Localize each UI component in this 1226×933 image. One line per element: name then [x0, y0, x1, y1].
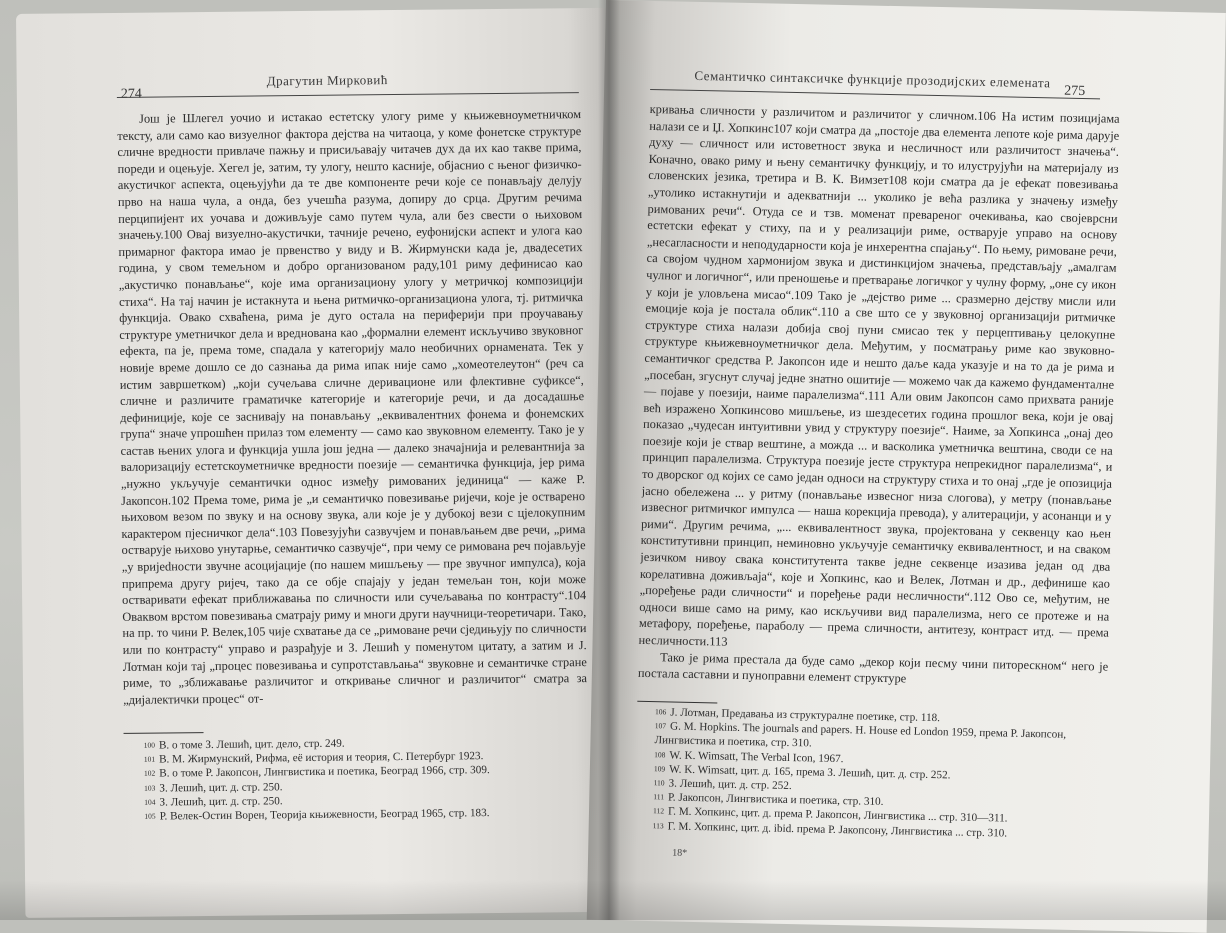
footnote-rule — [124, 732, 204, 734]
paragraph: Још је Шлегел уочио и истакао естетску улогу риме у књижевноуметничком тексту, али само као визуелног фактора дејства на читаоца, у коме фонетске структуре сличне вредности привлаче пажњу и присиљавају читачев дух да их као такве прима, пореди и оцењује. Хегел је, затим, ту улогу, нешто касније, објаснио с њеног физичко-акустичког аспекта, оцењујући да те две компоненте речи које се понављају делују прво на наша чула, а онда, без учешћа разума, допиру до срца. Другим речима перципијент их уочава и доживљује само путем чула, али без свести о њиховом значењу.100 Овај визуелно-акустички, тачније речено, еуфонијски аспект и улога као примарног фактора имао је првенство у виду и В. Жирмунски када је, двадесетих година, у свом темељном и добро организованом раду,101 риму дефинисао као „акустичко понављање“, које има организациону улогу у метричкој композицији стиха“. На тај начин је истакнута и њена ритмичко-организациона улога, тј. ритмичка функција. Овако схваћена, рима је дуго остала на периферији при проучавању структуре уметничког дела и вреднована као „формални елемент искључиво звуковног ефекта, па је, према томе, спадала у категорију мало необичних орнамената. Тек у новије време дошло се до сазнања да рима ипак није само „хомеотелеутон“ (реч са истим завршетком) „који сучељава сличне деривационе или флективне суфиксе“, сличне и различите граматичке категорије и категорије речи, и да досадашње дефиниције, које се заснивају на понављању „еквивалентних фонема и фонемских група“ значе упрошћен прилаз том елементу — само као звуковном елементу. Тако је у састав њених улога и функција ушла још једна — далеко значајнија и релевантнија за валоризацију естетскоуметничке вредности поезије — семантичка функција, јер рима „нужно укључује семантички однос између римованих јединица“ — каже Р. Јакопсон.102 Према томе, рима је „и семантичко повезивање ријечи, које је остварено њиховом везом по звуку и на основу звука, али које је у дубокој вези с цјелокупним карактером пјесничког дела“.103 Повезујући сазвучјем и понављањем две речи, „рима остварује њихово унутарње, семантичко сазвучје“, при чему се римована реч појављује „у вријedности звучне асоцијације (по нашем мишљењу — пре звучног импулса), која припрема другу ријеч, тако да се обје спајају у један темељан тон, који може остваривати ефекат приближавања по сличности или сучељавања по контрасту“.104 Оваквом врстом повезивања сматрају риму и многи други научници-теоретичари. Тако, на пр. то чини Р. Велек,105 чије схватање да се „римоване речи сједињују по сличности или по контрасту“ управо и разрађује и З. Лешић у поменутом цитату, а затим и Ј. Лотман који тај „процес повезивања и супротстављања“ звуковне и семантичке стране риме, то „зближавање различитог и откривање сличног и различитог“ сматра за „дијалектички процес“ от- — [117, 107, 588, 707]
footnote: $^{109}$ W. K. Wimsatt, цит. д. 165, према З. Лешић, цит. д. стр. 252. — [653, 763, 951, 782]
footnotes-right — [653, 705, 1116, 842]
running-header-author: Драгутин Мирковић — [266, 72, 388, 89]
footnote: $^{108}$ W. K. Wimsatt, The Verbal Icon, 1967. — [654, 749, 844, 765]
footnote-rule — [637, 701, 717, 704]
footnote: $^{113}$ Г. М. Хопкинс, цит. д. ibid. према Р. Јакопсону, Лингвистика ... стр. 310. — [652, 820, 1008, 840]
footnote: $^{111}$ Р. Јакопсон, Лингвистика и поетика, стр. 310. — [653, 791, 884, 809]
footnote: $^{112}$ Г. М. Хопкинс, цит. д. према Р. Јакопсон, Лингвистика ... стр. 310—311. — [652, 805, 1008, 826]
main-text-left — [117, 106, 587, 721]
footnotes-left — [144, 734, 585, 824]
footnote: $^{106}$ Ј. Лотман, Предавања из структуралне поетике, стр. 118. — [655, 706, 941, 725]
book-gutter — [598, 0, 620, 920]
left-page — [16, 8, 625, 918]
page-number-left: 274 — [120, 86, 142, 102]
page-number-right: 275 — [1064, 83, 1086, 100]
main-text-right — [638, 101, 1120, 701]
footnote: $^{101}$ В. М. Жирмунский, Рифма, её история и теория, С. Петербург 1923. — [143, 750, 484, 766]
footnote: $^{103}$ З. Лешић, цит. д. стр. 250. — [144, 780, 283, 795]
footnote: $^{107}$ G. M. Hopkins. The journals and papers. H. House ed London 1959, према Р. Јакопсон, Лингвистика и поетика, стр. 310. — [654, 720, 1067, 750]
footnote: $^{102}$ В. о томе Р. Јакопсон, Лингвистика и поетика, Београд 1966, стр. 309. — [143, 764, 490, 780]
footnote: $^{100}$ В. о томе З. Лешић, цит. дело, стр. 249. — [143, 737, 345, 752]
paragraph: Тако је рима престала да буде само „декор који песму чини питорескном“ него је постала саставни и пуноправни елемент структуре — [637, 649, 1109, 686]
running-header-title: Семантичко синтаксичке функције прозодијских елемената — [694, 67, 1051, 91]
footnote: $^{105}$ Р. Велек-Остин Ворен, Теорија књижевности, Београд 1965, стр. 183. — [144, 807, 490, 823]
right-page — [587, 0, 1226, 933]
header-rule — [117, 92, 579, 98]
footnote: $^{104}$ З. Лешић, цит. д. стр. 250. — [144, 795, 283, 809]
paragraph: кривања сличности у различитом и различитог у сличном.106 На истим позицијама налази се и Џ. Хопкинс107 који сматра да „постоје два елемента лепоте које рима даруje духу — сличност или истоветност звука и несличност или различитост значења“. Коначно, овако риму и њену семантичку функцију, и то илуструјући на материјалу из словенских језика, третира и В. К. Вимзет108 који сматра да је ефекат повезивања „утолико истакнутији и адекватнији ... уколико је већа разлика у значењу између римованих речи“. Отуда се и тзв. моменат превареног очекивања, као својеврсни естетски ефекат у стиху, па и у реализацији риме, остварује управо на основу „несагласности и неподударности која је инхерентна спајању“. По њему, римоване речи, са својом чудном хармонијом звука и дистинкцијом значења, представљају „амалгам чулног и логичног“, или преношење и претварање логичког у чулну форму, „оне су икон у који је уловљена мисао“.109 Тако је „дејство риме ... сразмерно дејству мисли или емоције која је постала облик“.110 а све што се у звуковној организацији ритмичке структуре стиха налази добија свој пуни смисао тек у перцептивању целокупне структуре књижевноуметничког дела. Међутим, у посматрању риме као звуковно-семантичког средства Р. Јакопсон иде и нешто даље када указује и на то да је рима и „посебан, згуснут случај једне знатно ошитије — можемо чак да кажемо фундаменталне — појаве у поезији, наиме паралелизма“.111 Али овим Јакопсон само прихвата раније већ изражено Хопкинсово мишљење, из шездесетих година прошлог века, који је овај показао „чудесан интуитивни увид у структуру поезије“. Наиме, за Хопкинса „онај део поезије који је ствар вештине, а можда ... и васколика уметничка вештина, своди се на принцип паралелизма. Структура поезије јесте структура непрекидног паралелизма“, и то дворског од којих се само један односи на структуру стиха и то онај „где је опозиција јасно обележена ... у ритму (понављање извесног низа слогова), у метру (понављање извесног ритмичког импулса — наша корекција превода), у алитерацији, у асонанци и у рими“. Другим речима, „... еквивалентност звука, пројектована у секвенцу као њен конститутивни принцип, неминовно укључује семантичку еквивалентност, и на сваком језичком нивоу свака конститутента такве једне секвенце изазива један од два корелативна доживљаја“, које и Хопкинс, као и Велек, Лотман и др., дефинише као „поређење ради сличности“ и поређење ради несличности“.112 Ово се, међутим, не односи више само на риму, као искључиви вид паралелизма, него се протеже и на метафору, поређење, параболу — према сличности, антитезу, контраст итд. — према несличности.113 — [638, 101, 1120, 649]
signature-mark: 18* — [672, 847, 688, 859]
bottom-shadow — [0, 880, 1226, 920]
footnote: $^{110}$ З. Лешић, цит. д. стр. 252. — [653, 777, 792, 793]
